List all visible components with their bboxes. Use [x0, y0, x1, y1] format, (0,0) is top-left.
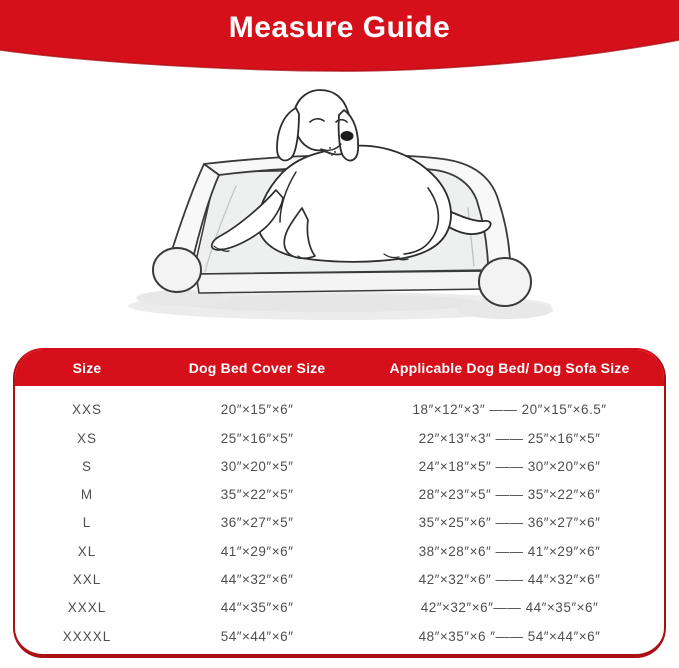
table-row [15, 600, 664, 615]
applicable-size-value: 18″×12″×3″ —— 20″×15″×6.5″ [412, 402, 607, 418]
table-row [15, 629, 664, 644]
size-value: M [80, 487, 94, 503]
cover-size-value: 30″×20″×5″ [220, 458, 294, 474]
applicable-size-value: 35″×25″×6″ —— 36″×27″×6″ [418, 515, 601, 531]
size-table-header [15, 350, 664, 386]
size-value: XXXL [67, 600, 107, 616]
table-row [15, 544, 664, 559]
table-row [15, 459, 664, 474]
table-row [15, 515, 664, 530]
table-row [15, 402, 664, 417]
dog-on-bed-illustration [0, 60, 679, 350]
table-row [15, 487, 664, 502]
cover-size-value: 54″×44″×6″ [220, 628, 294, 644]
column-header-applicable: Applicable Dog Bed/ Dog Sofa Size [389, 360, 630, 376]
size-table [13, 348, 666, 658]
size-value: XXXXL [62, 628, 112, 644]
cover-size-value: 25″×16″×5″ [220, 430, 294, 446]
cover-size-value: 41″×29″×6″ [220, 543, 294, 559]
table-row [15, 572, 664, 587]
cover-size-value: 20″×15″×6″ [220, 402, 294, 418]
table-row [15, 431, 664, 446]
page-title: Measure Guide [228, 11, 451, 44]
size-table-body [15, 386, 664, 658]
cover-size-value: 36″×27″×5″ [220, 515, 294, 531]
applicable-size-value: 38″×28″×6″ —— 41″×29″×6″ [418, 543, 601, 559]
size-value: S [82, 458, 93, 474]
size-value: XL [77, 543, 97, 559]
dog-bed-drawing [0, 60, 679, 350]
column-header-cover-size: Dog Bed Cover Size [188, 360, 326, 376]
cover-size-value: 44″×35″×6″ [220, 600, 294, 616]
size-value: XXS [72, 402, 103, 418]
applicable-size-value: 28″×23″×5″ —— 35″×22″×6″ [418, 487, 601, 503]
cover-size-value: 44″×32″×6″ [220, 572, 294, 588]
column-header-size: Size [72, 360, 102, 376]
applicable-size-value: 42″×32″×6″ —— 44″×32″×6″ [418, 572, 601, 588]
applicable-size-value: 42″×32″×6″—— 44″×35″×6″ [420, 600, 599, 616]
applicable-size-value: 22″×13″×3″ —— 25″×16″×5″ [418, 430, 601, 446]
size-value: XS [77, 430, 98, 446]
applicable-size-value: 48″×35″×6 ″—— 54″×44″×6″ [418, 628, 601, 644]
size-value: XXL [72, 572, 102, 588]
applicable-size-value: 24″×18″×5″ —— 30″×20″×6″ [418, 458, 601, 474]
size-value: L [82, 515, 92, 531]
cover-size-value: 35″×22″×5″ [220, 487, 294, 503]
